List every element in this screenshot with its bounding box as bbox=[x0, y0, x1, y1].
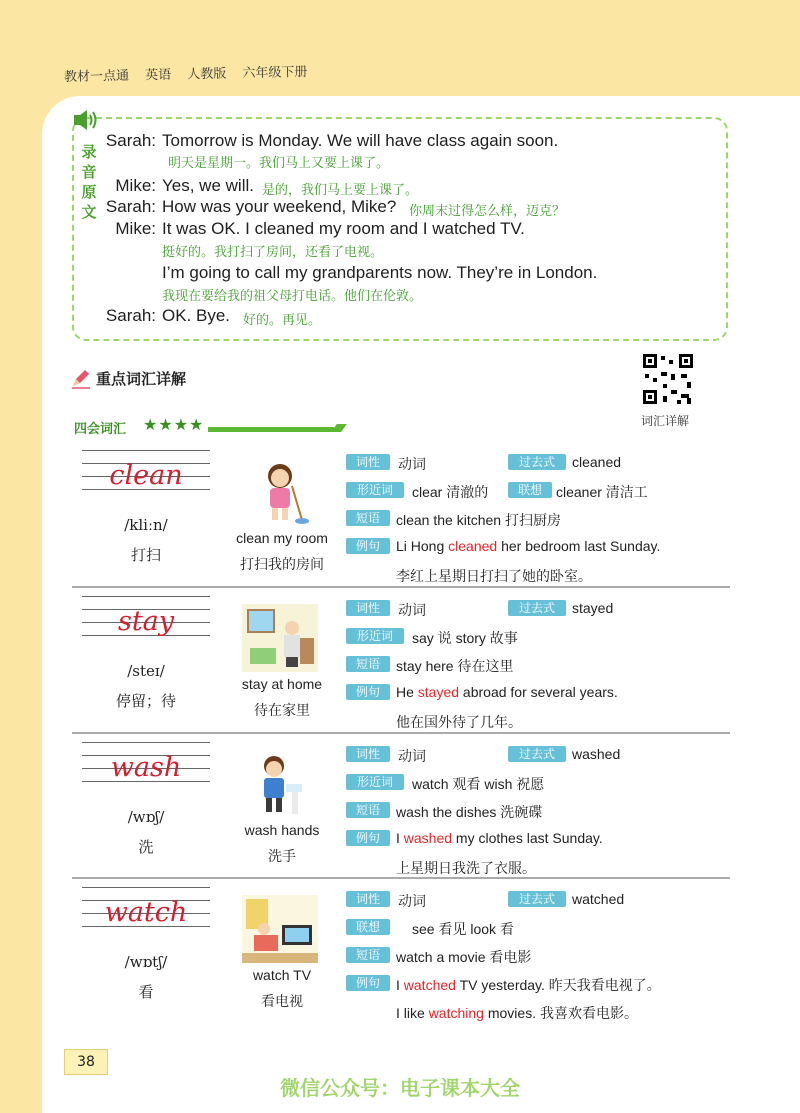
tag-phrase: 短语 bbox=[346, 802, 390, 818]
header-grade: 六年级下册 bbox=[242, 64, 308, 82]
phonetic: /kliːn/ bbox=[124, 516, 168, 534]
example-text: TV yesterday. 昨天我看电视了。 bbox=[455, 977, 661, 993]
part-of-speech: 动词 bbox=[398, 748, 426, 764]
example-text: movies. 我喜欢看电影。 bbox=[483, 1005, 638, 1021]
entry-divider bbox=[72, 877, 730, 879]
example-text: Li Hong bbox=[396, 538, 449, 554]
part-of-speech: 动词 bbox=[398, 893, 426, 909]
example-translation: 李红上星期日打扫了她的卧室。 bbox=[396, 569, 592, 585]
tag-pos: 词性 bbox=[346, 600, 390, 616]
speaker-icon[interactable] bbox=[72, 107, 100, 133]
vocab-entry bbox=[72, 592, 730, 738]
vocab-word: wash bbox=[110, 752, 182, 783]
tag-related: 形近词 bbox=[346, 482, 404, 498]
transcript-translation: 你周末过得怎么样，迈克？ bbox=[409, 204, 566, 219]
part-of-speech: 动词 bbox=[398, 602, 426, 618]
example-sentence bbox=[396, 830, 603, 846]
transcript-speaker: Sarah: bbox=[105, 306, 156, 325]
four-skill-title: 四会词汇 bbox=[74, 422, 127, 437]
word-meaning: 看 bbox=[138, 983, 154, 1001]
phonetic: /wɒtʃ/ bbox=[124, 953, 168, 971]
example-highlight: cleaned bbox=[448, 538, 498, 554]
related-words: watch 观看 wish 祝愿 bbox=[412, 776, 545, 792]
transcript-text: I’m going to call my grandparents now. They’re in London. bbox=[162, 263, 598, 282]
section-title: 重点词汇详解 bbox=[96, 370, 187, 388]
past-tense: cleaned bbox=[572, 454, 622, 470]
transcript-text: Tomorrow is Monday. We will have class again soon. bbox=[162, 131, 559, 150]
tag-association: 联想 bbox=[508, 482, 552, 498]
transcript-speaker: Sarah: bbox=[105, 197, 156, 216]
example-sentence bbox=[396, 538, 660, 554]
title-underline bbox=[208, 427, 334, 432]
example-text: abroad for several years. bbox=[459, 684, 618, 700]
illustration bbox=[242, 895, 318, 963]
tag-example: 例句 bbox=[346, 684, 390, 700]
transcript-translation: 好的。再见。 bbox=[243, 313, 322, 328]
example-text: I bbox=[396, 977, 404, 993]
tag-related: 联想 bbox=[346, 919, 390, 935]
related-words: clear 清澈的 bbox=[412, 484, 489, 500]
related-words: see 看见 look 看 bbox=[412, 921, 514, 937]
transcript-speaker: Mike: bbox=[115, 176, 156, 195]
phrase: watch a movie 看电影 bbox=[396, 949, 532, 965]
word-meaning: 洗 bbox=[138, 838, 154, 856]
illustration-caption-cn: 看电视 bbox=[261, 994, 303, 1010]
illustration-caption-en: clean my room bbox=[236, 530, 328, 546]
word-meaning: 停留；待 bbox=[115, 692, 176, 710]
tag-past: 过去式 bbox=[508, 600, 566, 616]
transcript-speaker: Mike: bbox=[115, 219, 156, 238]
transcript-title: 录音原文 bbox=[81, 143, 97, 221]
example-text: He bbox=[396, 684, 418, 700]
tag-example: 例句 bbox=[346, 830, 390, 846]
example-translation: 他在国外待了几年。 bbox=[396, 715, 522, 731]
word-meaning: 打扫 bbox=[130, 546, 161, 564]
entry-divider bbox=[72, 732, 730, 734]
example-highlight: watched bbox=[403, 977, 456, 993]
tag-past: 过去式 bbox=[508, 454, 566, 470]
tag-pos: 词性 bbox=[346, 454, 390, 470]
transcript-text: How was your weekend, Mike? bbox=[162, 197, 397, 216]
example-highlight: washed bbox=[403, 830, 453, 846]
tag-example: 例句 bbox=[346, 975, 390, 991]
qr-code[interactable] bbox=[641, 352, 695, 406]
phrase: clean the kitchen 打扫厨房 bbox=[396, 512, 561, 528]
vocab-word: watch bbox=[104, 897, 188, 928]
illustration-caption-en: watch TV bbox=[252, 967, 312, 983]
association: cleaner 清洁工 bbox=[556, 484, 648, 500]
illustration-caption-cn: 打扫我的房间 bbox=[240, 557, 324, 573]
illustration bbox=[242, 750, 318, 818]
illustration-caption-cn: 洗手 bbox=[268, 849, 296, 865]
past-tense: washed bbox=[572, 746, 621, 762]
header-book: 教材一点通 bbox=[63, 68, 130, 85]
example-highlight: stayed bbox=[417, 684, 460, 700]
illustration bbox=[242, 458, 318, 526]
vocab-word: clean bbox=[109, 460, 183, 491]
illustration-caption-en: wash hands bbox=[244, 822, 320, 838]
illustration bbox=[242, 604, 318, 672]
watermark: 微信公众号：电子课本大全 bbox=[280, 1076, 520, 1100]
tag-past: 过去式 bbox=[508, 891, 566, 907]
phrase: stay here 待在这里 bbox=[396, 658, 514, 674]
tag-pos: 词性 bbox=[346, 746, 390, 762]
header-edition: 人教版 bbox=[187, 66, 227, 83]
phrase: wash the dishes 洗碗碟 bbox=[396, 804, 543, 820]
page-header bbox=[64, 61, 320, 85]
qr-label: 词汇详解 bbox=[641, 414, 690, 428]
illustration-caption-en: stay at home bbox=[241, 676, 323, 692]
stars-rating: ★★★★ bbox=[143, 415, 205, 434]
transcript-translation: 明天是星期一。我们马上又要上课了。 bbox=[168, 156, 390, 171]
transcript-translation: 我现在要给我的祖父母打电话。他们在伦敦。 bbox=[162, 289, 423, 304]
example-highlight: watching bbox=[428, 1005, 484, 1021]
illustration-caption-cn: 待在家里 bbox=[254, 703, 310, 719]
transcript-text: Yes, we will. bbox=[162, 176, 254, 195]
tag-example: 例句 bbox=[346, 538, 390, 554]
transcript-speaker: Sarah: bbox=[105, 131, 156, 150]
example-text: I bbox=[396, 830, 404, 846]
pencil-icon bbox=[70, 367, 92, 389]
tag-past: 过去式 bbox=[508, 746, 566, 762]
vocab-word: stay bbox=[117, 606, 175, 637]
example-text: my clothes last Sunday. bbox=[452, 830, 603, 846]
transcript-text: OK. Bye. bbox=[162, 306, 231, 325]
page-number: 38 bbox=[64, 1049, 108, 1075]
example-sentence bbox=[396, 684, 618, 700]
example-text: her bedroom last Sunday. bbox=[497, 538, 661, 554]
example-translation: 上星期日我洗了衣服。 bbox=[396, 861, 536, 877]
example-text: I like bbox=[396, 1005, 429, 1021]
transcript-translation: 是的，我们马上要上课了。 bbox=[262, 183, 419, 198]
tag-pos: 词性 bbox=[346, 891, 390, 907]
related-words: say 说 story 故事 bbox=[412, 630, 518, 646]
phonetic: /wɒʃ/ bbox=[127, 808, 165, 826]
past-tense: stayed bbox=[572, 600, 614, 616]
vocab-entry bbox=[72, 738, 730, 884]
header-subject: 英语 bbox=[145, 67, 172, 84]
tag-related: 形近词 bbox=[346, 628, 404, 644]
example-sentence-2 bbox=[396, 1003, 638, 1023]
example-sentence bbox=[396, 975, 661, 995]
phonetic: /steɪ/ bbox=[127, 662, 165, 680]
tag-phrase: 短语 bbox=[346, 947, 390, 963]
tag-related: 形近词 bbox=[346, 774, 404, 790]
transcript-text: It was OK. I cleaned my room and I watched TV. bbox=[162, 219, 525, 238]
vocab-entry bbox=[72, 883, 730, 1029]
entry-divider bbox=[72, 586, 730, 588]
transcript-translation: 挺好的。我打扫了房间，还看了电视。 bbox=[162, 245, 384, 260]
vocab-entry bbox=[72, 446, 730, 592]
part-of-speech: 动词 bbox=[398, 456, 426, 472]
tag-phrase: 短语 bbox=[346, 510, 390, 526]
past-tense: watched bbox=[572, 891, 625, 907]
tag-phrase: 短语 bbox=[346, 656, 390, 672]
